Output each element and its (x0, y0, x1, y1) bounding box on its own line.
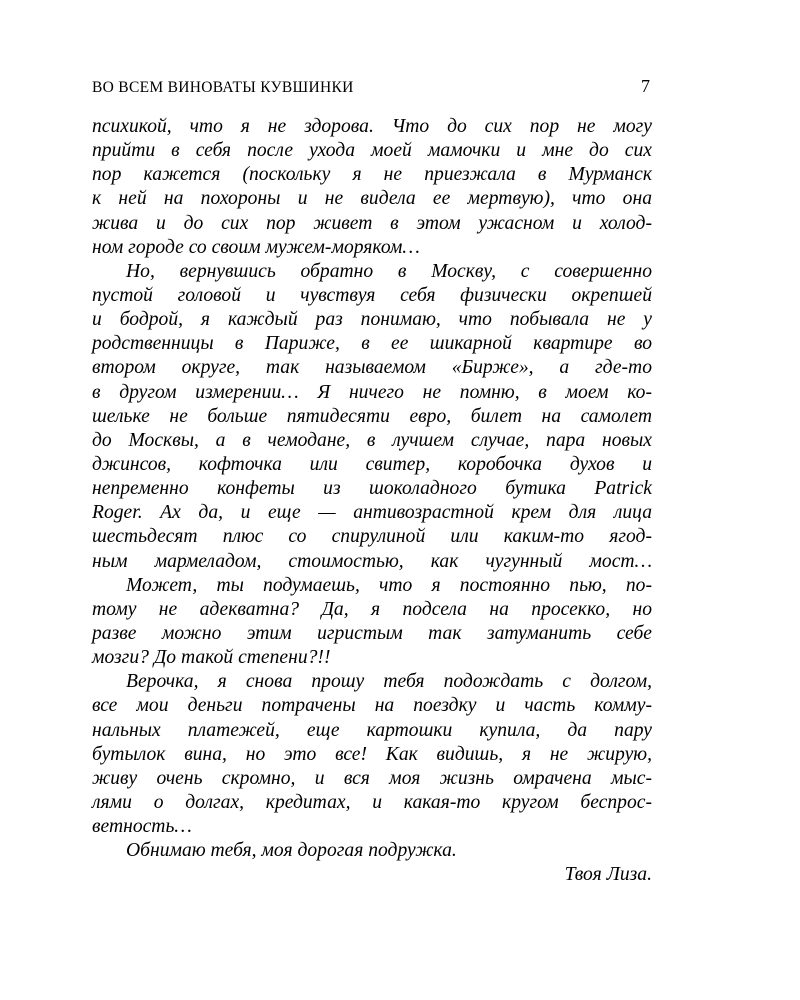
closing-line: Обнимаю тебя, моя дорогая подружка. (126, 840, 457, 862)
text-line: к ней на похороны и не видела ее мертвую), что она (92, 188, 652, 210)
text-line: пустой головой и чувствуя себя физически окрепшей (92, 284, 652, 306)
text-line: и бодрой, я каждый раз понимаю, что побывала не у (92, 309, 652, 331)
text-line: лями о долгах, кредитах, и какая-то кругом беспрос- (92, 791, 652, 813)
signature-line: Твоя Лиза. (564, 864, 652, 886)
text-line: жива и до сих пор живет в этом ужасном и холод- (92, 212, 652, 234)
text-line: пор кажется (поскольку я не приезжала в Мурманск (92, 164, 652, 186)
paragraph-start-line: Верочка, я снова прошу тебя подождать с долгом, (126, 671, 652, 693)
text-line: втором округе, так называемом «Бирже», а где-то (92, 357, 652, 379)
running-title: ВО ВСЕМ ВИНОВАТЫ КУВШИНКИ (92, 79, 354, 96)
text-line: психикой, что я не здорова. Что до сих пор не могу (92, 116, 652, 137)
text-line: тому не адекватна? Да, я подсела на просекко, но (92, 598, 652, 620)
text-line: нальных платежей, еще картошки купила, да пару (92, 719, 652, 741)
text-line: шельке не больше пятидесяти евро, билет на самолет (92, 405, 652, 427)
text-line: мозги? До такой степени?!! (92, 647, 331, 669)
running-head (92, 76, 650, 100)
body-text (92, 115, 652, 888)
text-line: родственницы в Париже, в ее шикарной квартире во (92, 333, 652, 355)
text-line: живу очень скромно, и вся моя жизнь омрачена мыс- (92, 767, 652, 789)
text-line: непременно конфеты из шоколадного бутика Patrick (92, 478, 652, 500)
text-line: до Москвы, а в чемодане, в лучшем случае, пара новых (92, 429, 652, 451)
text-line: разве можно этим игристым так затуманить себе (92, 622, 652, 644)
paragraph-start-line: Но, вернувшись обратно в Москву, с совершенно (126, 260, 652, 282)
paragraph-start-line: Может, ты подумаешь, что я постоянно пью, по- (126, 574, 652, 596)
text-line: ветность… (92, 816, 192, 838)
text-line: бутылок вина, но это все! Как видишь, я не жирую, (92, 743, 652, 765)
text-line: прийти в себя после ухода моей мамочки и мне до сих (92, 140, 652, 162)
text-line: ным мармеладом, стоимостью, как чугунный мост… (92, 550, 652, 572)
page-number: 7 (641, 76, 650, 96)
text-line: в другом измерении… Я ничего не помню, в моем ко- (92, 381, 652, 403)
text-line: ном городе со своим мужем-моряком… (92, 236, 420, 258)
text-line: Roger. Ах да, и еще — антивозрастной крем для лица (92, 502, 652, 524)
text-line: все мои деньги потрачены на поездку и часть комму- (92, 695, 652, 717)
text-line: шестьдесят плюс со спирулиной или каким-то ягод- (92, 526, 652, 548)
text-line: джинсов, кофточка или свитер, коробочка духов и (92, 453, 652, 475)
